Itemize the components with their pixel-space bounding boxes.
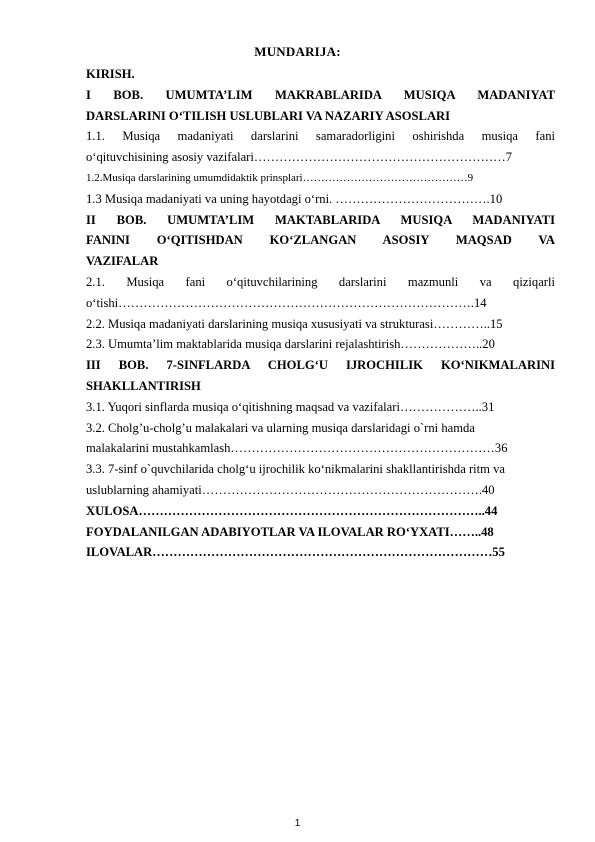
page-number: 1 (294, 818, 301, 829)
toc-line: 1.2.Musiqa darslarining umumdidaktik prinsplari………………………………………9 (86, 171, 474, 184)
toc-line: II BOB. UMUMTA’LIM MAKTABLARIDA MUSIQA MADANIYATI (86, 212, 555, 227)
toc-line: 2.3. Umumta’lim maktablarida musiqa darslarini rejalashtirish………………..20 (86, 337, 495, 352)
toc-line: 1.1. Musiqa madaniyati darslarini samaradorligini oshirishda musiqa fani (86, 129, 555, 144)
toc-line: 3.3. 7-sinf o`quvchilarida cholg‘u ijrochilik ko‘nikmalarini shakllantirishda ritm va (86, 462, 505, 477)
toc-line: FOYDALANILGAN ADABIYOTLAR VA ILOVALAR RO‘YXATI……..48 (86, 524, 494, 539)
toc-line: SHAKLLANTIRISH (86, 378, 201, 393)
toc-line: 1.3 Musiqa madaniyati va uning hayotdagi o‘rni. ……………………………….10 (86, 191, 503, 206)
toc-line: ILOVALAR………………………………………………………………………55 (86, 545, 505, 560)
toc-line: I BOB. UMUMTA’LIM MAKRABLARIDA MUSIQA MADANIYAT (86, 87, 555, 102)
toc-line: 2.1. Musiqa fani o‘qituvchilarining darslarini mazmunli va qiziqarli (86, 274, 555, 289)
toc-line: XULOSA………………………………………………………………………..44 (86, 503, 498, 518)
toc-line: VAZIFALAR (86, 254, 159, 269)
toc-line: FANINI O‘QITISHDAN KO‘ZLANGAN ASOSIY MAQSAD VA (86, 233, 555, 248)
toc-line: DARSLARINI O‘TILISH USLUBLARI VA NAZARIY ASOSLARI (86, 108, 451, 123)
toc-line: 3.2. Cholg’u-cholg’u malakalari va ularning musiqa darslaridagi o`rni hamda (86, 420, 475, 435)
toc-line: o‘tishi………………………………………………………………………….14 (86, 295, 487, 310)
toc-line: III BOB. 7-SINFLARDA CHOLG‘U IJROCHILIK KO‘NIKMALARINI (86, 358, 555, 373)
toc-line: KIRISH. (86, 67, 135, 81)
toc-line: 3.1. Yuqori sinflarda musiqa o‘qitishning maqsad va vazifalari………………..31 (86, 399, 495, 414)
table-of-contents (86, 64, 555, 563)
toc-line: malakalarini mustahkamlash………………………………………………………36 (86, 441, 508, 456)
toc-line: o‘qituvchisining asosiy vazifalari……………………………………………………7 (86, 150, 513, 165)
toc-line: 2.2. Musiqa madaniyati darslarining musiqa xususiyati va strukturasi…………..15 (86, 316, 503, 331)
toc-line: uslublarning ahamiyati………………………………………………………….40 (86, 482, 495, 497)
page-title: MUNDARIJA: (254, 44, 341, 59)
